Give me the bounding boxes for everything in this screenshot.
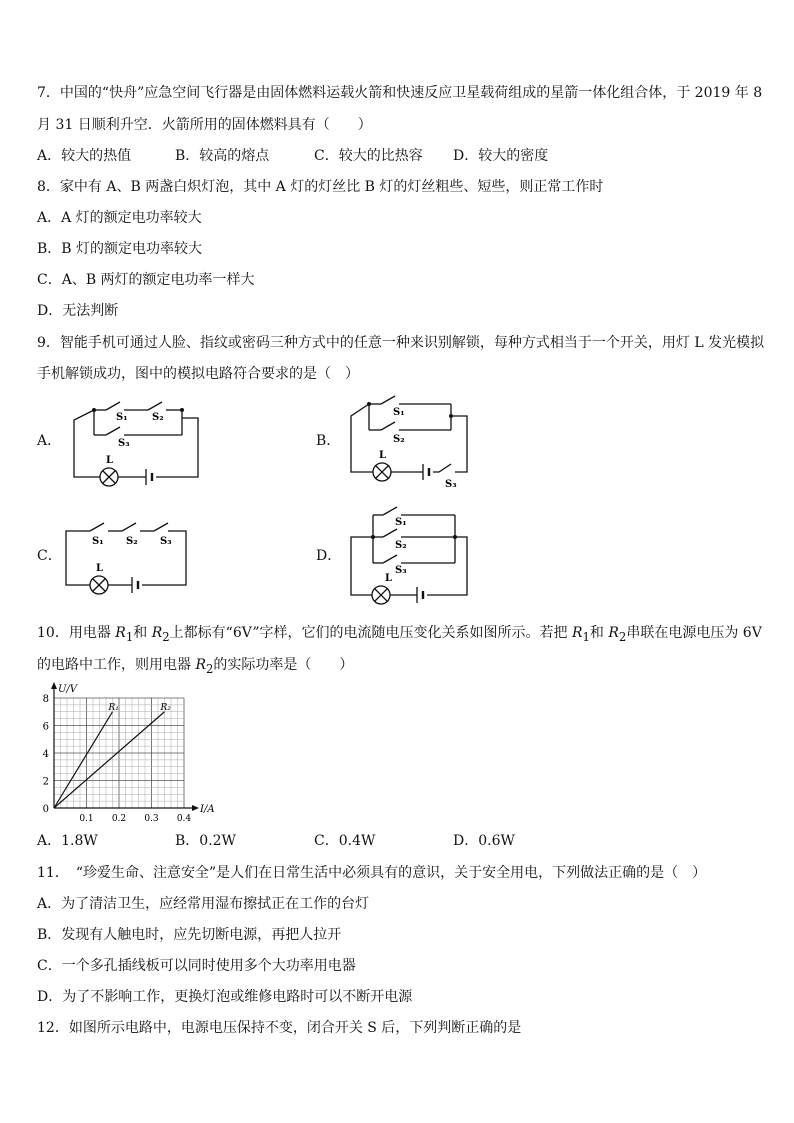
q10-text-g: 的实际功率是（ ） [213,657,354,673]
q11-stem: 11． “珍爱生命、注意安全”是人们在日常生活中必须具有的意识，关于安全用电，下列做法正确的是（ ） [37,865,707,881]
q7-option-b: B．较高的熔点 [175,148,270,164]
y-tick-label: 4 [42,749,49,760]
circuit-d-s2-label: S₂ [395,540,407,551]
circuit-a-s3-label: S₃ [118,438,130,449]
x-tick-label: 0.4 [176,814,192,824]
circuit-c-s3-label: S₃ [160,536,172,547]
q8-option-d: D．无法判断 [37,303,119,319]
y-axis-arrow [51,682,57,689]
series-label-2: R₂ [160,702,171,713]
q10-text-c: 上都标有“6V”字样，它们的电流随电压变化关系如图所示。若把 [169,625,572,641]
circuit-a-diagram [66,390,206,485]
q10-option-d: D．0.6W [453,833,515,849]
q9-stem-line2: 手机解锁成功，图中的模拟电路符合要求的是（ ） [37,366,359,382]
q11-option-a: A．为了清洁卫生，应经常用湿布擦拭正在工作的台灯 [37,896,370,912]
y-tick-label: 0 [42,804,49,815]
y-tick-label: 6 [42,721,49,733]
q10-r1-subscript-2: 1 [582,629,590,644]
q10-r1-symbol: R [115,625,126,641]
y-tick-label: 8 [42,694,49,705]
x-axis-title: I/A [200,804,215,815]
q9-option-a-label: A． [37,433,62,449]
q10-option-a: A．1.8W [37,833,98,849]
x-tick-label: 0.3 [144,814,159,824]
q10-text-b: 和 [133,625,152,641]
q11-option-d: D．为了不影响工作，更换灯泡或维修电路时可以不断开电源 [37,989,413,1005]
q10-r1-subscript: 1 [125,629,134,644]
q9-option-d-label: D． [316,548,342,564]
q10-r2-subscript-2: 2 [618,629,627,644]
circuit-a-s2-label: S₂ [152,412,164,423]
circuit-d-diagram [345,503,475,611]
q9-option-b-label: B． [316,433,341,449]
circuit-b-s2-label: S₂ [393,434,405,445]
circuit-d-s3-label: S₃ [395,565,407,576]
circuit-a-lamp-label: L [106,455,114,466]
x-axis-arrow [192,805,199,811]
circuit-c-diagram [60,515,195,595]
q7-option-c: C．较大的比热容 [314,148,423,164]
q10-text-f: 的电路中工作，则用电器 [37,657,196,673]
q10-stem-line1 [37,624,762,646]
q10-r2-symbol: R [151,625,163,641]
y-axis-title: U/V [58,684,78,695]
circuit-b-lamp-label: L [379,450,387,461]
q10-text-e: 串联在电源电压为 6V [626,625,762,641]
q8-option-a: A．A 灯的额定电功率较大 [37,210,202,226]
x-tick-label: 0.1 [79,814,94,824]
q7-stem-line1: 7．中国的“快舟”应急空间飞行器是由固体燃料运载火箭和快速反应卫星载荷组成的星箭一体化组合体，于 2019 年 8 [37,85,763,101]
circuit-b-s3-label: S₃ [445,479,457,490]
circuit-c-s2-label: S₂ [126,536,138,547]
q10-text-a: 10．用电器 [37,625,116,641]
q7-option-d: D．较大的密度 [453,148,549,164]
q9-stem-line1: 9．智能手机可通过人脸、指纹或密码三种方式中的任意一种来识别解锁，每种方式相当于一个开关，用灯 L 发光模拟 [37,335,765,351]
series-label-1: R₁ [108,702,119,713]
q10-r1-symbol-2: R [571,625,583,641]
q10-stem-line2 [37,656,353,678]
circuit-d-lamp-label: L [385,573,393,584]
q10-r2-subscript-3: 2 [206,661,214,676]
q12-stem: 12．如图所示电路中，电源电压保持不变，闭合开关 S 后，下列判断正确的是 [37,1020,522,1036]
q9-option-c-label: C． [37,548,62,564]
q10-r2-symbol-3: R [195,657,206,673]
circuit-a-s1-label: S₁ [116,412,128,423]
q8-stem: 8．家中有 A、B 两盏白炽灯泡，其中 A 灯的灯丝比 B 灯的灯丝粗些、短些，则正常工作时 [37,179,604,195]
q8-option-c: C．A、B 两灯的额定电功率一样大 [37,272,255,288]
circuit-b-s1-label: S₁ [393,407,405,418]
q11-option-c: C．一个多孔插线板可以同时使用多个大功率用电器 [37,958,356,974]
q10-text-d: 和 [589,625,609,641]
q10-r2-symbol-2: R [608,625,619,641]
ui-chart [30,678,215,824]
q11-option-b: B．发现有人触电时，应先切断电源，再把人拉开 [37,927,342,943]
circuit-d-s1-label: S₁ [395,517,407,528]
circuit-b-diagram [343,388,483,488]
y-tick-label: 2 [42,776,49,788]
q10-option-b: B．0.2W [175,833,236,849]
circuit-c-s1-label: S₁ [92,536,104,547]
q8-option-b: B．B 灯的额定电功率较大 [37,241,203,257]
q10-r2-subscript: 2 [162,629,170,644]
q10-option-c: C．0.4W [314,833,376,849]
q7-stem-line2: 月 31 日顺利升空．火箭所用的固体燃料具有（ ） [37,117,372,133]
q7-option-a: A．较大的热值 [37,148,132,164]
x-tick-label: 0.2 [111,814,127,824]
circuit-c-lamp-label: L [96,563,104,574]
